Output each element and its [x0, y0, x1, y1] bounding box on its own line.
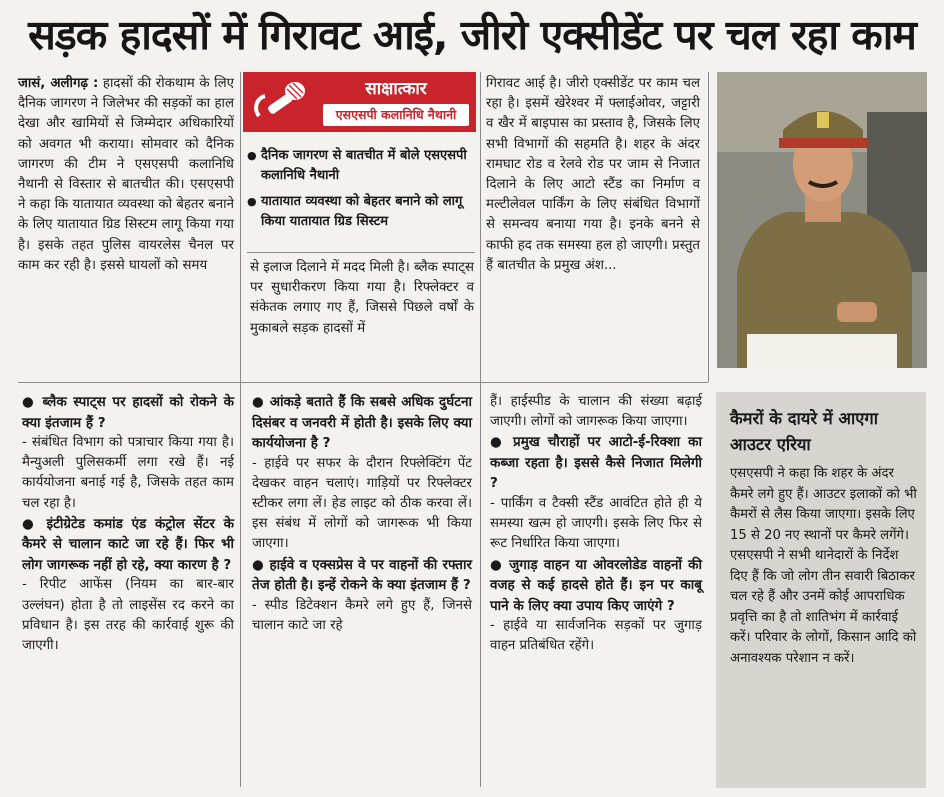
answer: - हाईवे पर सफर के दौरान रिफ्लेक्टिंग पेंट देखकर वाहन चलाएं। गाड़ियों पर रिफ्लेक्टर स्टीकर लगा लें। हेड लाइट को ठीक करवा लें। इस संबंध में लोगों को जागरूक भी किया जाएगा।: [252, 455, 472, 552]
question: ● आंकड़े बताते हैं कि सबसे अधिक दुर्घटना दिसंबर व जनवरी में होती है। इसके लिए क्या कार्ययोजना है ?: [252, 394, 472, 451]
interview-tag: साक्षात्कार: [365, 79, 427, 99]
column-rule: [240, 72, 241, 787]
intro-paragraph: [18, 74, 234, 276]
dateline: जासं, अलीगढ़ :: [18, 76, 99, 91]
qa-column-3: [490, 392, 702, 656]
column-2-text: [250, 258, 474, 339]
answer: - हाईवे या सार्वजनिक सड़कों पर जुगाड़ वाहन प्रतिबंधित रहेंगे।: [490, 618, 702, 654]
highlight-item: ● यातायात व्यवस्था को बेहतर बनाने को लागू किया यातायात ग्रिड सिस्टम: [247, 192, 475, 232]
interview-box: [243, 72, 476, 132]
sidebar-title: कैमरों के दायरे में आएगा आउटर एरिया: [730, 409, 878, 454]
column-2-paragraph: से इलाज दिलाने में मदद मिली है। ब्लैक स्पाट्स पर सुधारीकरण किया गया है। रिफ्लेक्टर व संकेतक लगाए गए हैं, जिससे पिछले वर्षों के मुकाबले सड़क हादसों में: [250, 260, 474, 336]
sidebar-text: एसएसपी ने कहा कि शहर के अंदर कैमरे लगे हुए हैं। आउटर इलाकों को भी कैमरों से लैस किया जाएगा। इसके लिए 15 से 20 नए स्थानों पर कैमरे लगेंगे। एसएसपी ने सभी थानेदारों के निर्देश दिए हैं कि जो लोग तीन सवारी बिठाकर चल रहे हैं और उनमें कोई आपराधिक प्रवृत्ति का है तो शातिभंग में कार्रवाई करें। परिवार के लोगों, किसान आदि को अनावश्यक परेशान न करें।: [730, 466, 917, 666]
question: ● ब्लैक स्पाट्स पर हादसों को रोकने के क्या इंतजाम हैं ?: [22, 394, 234, 431]
officer-photo: [717, 72, 927, 368]
answer: - संबंधित विभाग को पत्राचार किया गया है। मैन्युअली पुलिसकर्मी लगा रखे हैं। नई कार्ययोजना बनाई गई है, जिसके तहत काम चल रहा है।: [22, 435, 234, 511]
answer: - स्पीड डिटेक्शन कैमरे लगे हुए हैं, जिनसे चालान काटे जा रहे: [252, 597, 472, 633]
question: ● प्रमुख चौराहों पर आटो-ई-रिक्शा का कब्जा रहता है। इससे कैसे निजात मिलेगी ?: [490, 434, 702, 492]
column-rule: [480, 72, 481, 787]
headline: सड़क हादसों में गिरावट आई, जीरो एक्सीडेंट पर चल रहा काम: [28, 11, 916, 59]
column-rule: [708, 72, 709, 382]
qa-column-2: [252, 392, 472, 636]
qa-column-1: [22, 392, 234, 656]
sidebar-box: [716, 392, 926, 788]
question: ● हाईवे व एक्सप्रेस वे पर वाहनों की रफ्तार तेज होती है। इन्हें रोकने के क्या इंतजाम हैं ?: [252, 556, 472, 594]
divider: [247, 252, 475, 253]
column-3-paragraph: गिरावट आई है। जीरो एक्सीडेंट पर काम चल रहा है। इसमें खेरेश्वर में फ्लाईओवर, जट्टारी व खैर में बाइपास का प्रस्ताव है, जिसके लिए सभी विभागों की सहमति है। शहर के अंदर रामघाट रोड व रेलवे रोड पर जाम से निजात दिलाने के लिए आटो स्टैंड का निर्माण व मल्टीलेवल पार्किंग के लिए संबंधित विभागों से समन्वय बनाया गया है। इनके बनने से काफी हद तक समस्या हल हो जाएगी। प्रस्तुत हैं बातचीत के प्रमुख अंश...: [486, 76, 700, 273]
answer: - रिपीट आफेंस (नियम का बार-बार उल्लंघन) होता है तो लाइसेंस रद करने का प्रविधान है। इस तरह की कार्रवाई शुरू की जाएगी।: [22, 577, 234, 653]
intro-text: हादसों की रोकथाम के लिए दैनिक जागरण ने जिलेभर की सड़कों का हाल देखा और खामियों से जिम्मेदार अधिकारियों को अवगत भी कराया। सोमवार को दैनिक जागरण की टीम ने एसएसपी कलानिधि नैथानी से विस्तार से बातचीत की। एसएसपी ने कहा कि यातायात व्यवस्था को बेहतर बनाने के लिए यातायात ग्रिड सिस्टम लागू किया गया है। इसके तहत पुलिस वायरलेस चैनल पर काम कर रही है। इससे घायलों को समय: [18, 76, 234, 273]
question: ● इंटीग्रेटेड कमांड एंड कंट्रोल सेंटर के कैमरे से चालान काटे जा रहे हैं। फिर भी लोग जागरूक नहीं हो रहे, क्या कारण है ?: [22, 515, 234, 573]
highlights: [247, 146, 475, 238]
intro-column: [18, 74, 234, 276]
section-divider: [18, 382, 708, 383]
microphone-icon: [249, 78, 309, 126]
column-3-text: [486, 74, 700, 276]
highlight-item: ● दैनिक जागरण से बातचीत में बोले एसएसपी कलानिधि नैथानी: [247, 146, 475, 186]
officer-illustration: [717, 72, 927, 368]
interview-subtitle: एसएसपी कलानिधि नैथानी: [323, 104, 469, 126]
answer: हैं। हाईस्पीड के चालान की संख्या बढ़ाई जाएगी। लोगों को जागरूक किया जाएगा।: [490, 394, 702, 430]
answer: - पार्किंग व टैक्सी स्टैंड आवंटित होते ही ये समस्या खत्म हो जाएगी। इसके लिए फिर से रूट निर्धारित किया जाएगा।: [490, 495, 702, 552]
question: ● जुगाड़ वाहन या ओवरलोडेड वाहनों की वजह से कई हादसे होते हैं। इन पर काबू पाने के लिए क्या उपाय किए जाएंगे ?: [490, 556, 702, 614]
